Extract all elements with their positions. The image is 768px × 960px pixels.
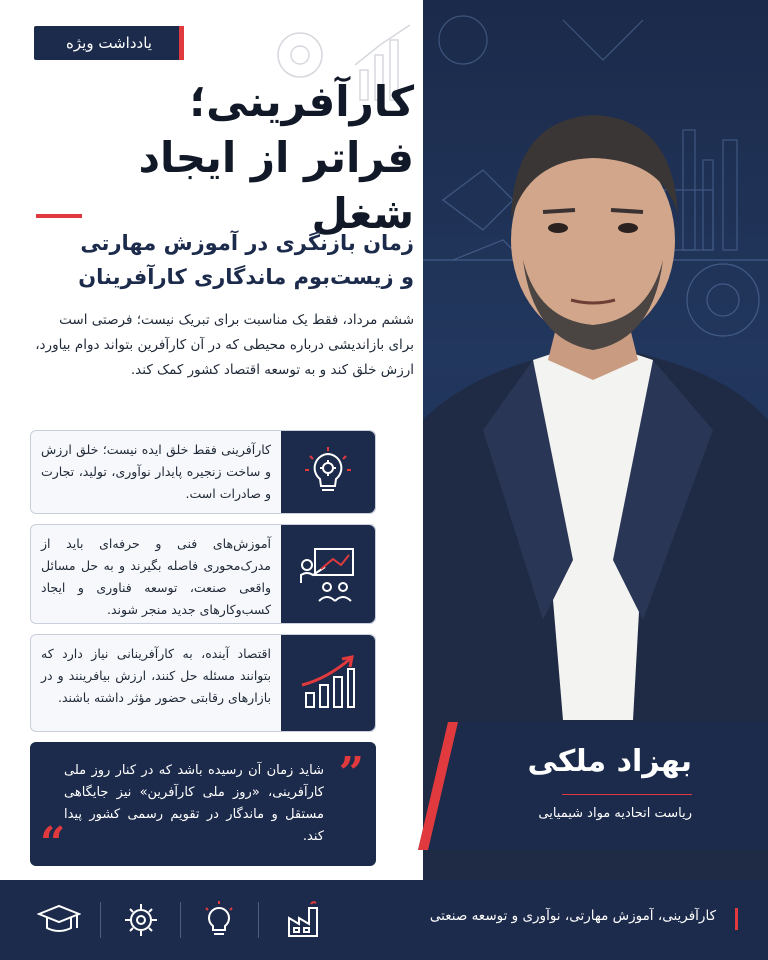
presentation-board-icon (297, 543, 359, 605)
card-icon-box (281, 525, 375, 623)
card-text: اقتصاد آینده، به کارآفرینانی نیاز دارد که بتوانند مسئله حل کنند، ارزش بیافرینند و در بازارهای رقابتی حضور مؤثر داشته باشند. (41, 646, 271, 705)
footer-accent-bar (735, 908, 738, 930)
gear-icon (118, 898, 164, 942)
quote-open-icon: ” (338, 748, 364, 799)
person-role: ریاست اتحادیه مواد شیمیایی (538, 806, 692, 821)
growth-chart-icon (298, 653, 358, 713)
subtitle-line-1: زمان بازنگری در آموزش مهارتی (80, 231, 414, 255)
title-line-1: کارآفرینی؛ (189, 77, 414, 126)
page-title (24, 74, 414, 242)
info-card-economy (30, 634, 376, 732)
footer-bar (0, 880, 768, 960)
name-plate-background (418, 722, 768, 850)
card-icon-box (281, 635, 375, 731)
name-divider (562, 794, 692, 795)
subtitle (24, 226, 414, 294)
info-card-training (30, 524, 376, 624)
quote-text: شاید زمان آن رسیده باشد که در کنار روز ملی کارآفرینی، «روز ملی کارآفرین» نیز جایگاهی مستقل و ماندگار در تقویم رسمی کشور پیدا کند. (64, 763, 324, 844)
info-card-ideas (30, 430, 376, 514)
footer-text: کارآفرینی، آموزش مهارتی، نوآوری و توسعه صنعتی (429, 908, 716, 924)
tag-label: یادداشت ویژه (66, 34, 152, 52)
title-line-2: فراتر از ایجاد شغل (138, 133, 414, 238)
person-name: بهزاد ملکی (527, 744, 692, 779)
footer-separator (100, 902, 101, 938)
card-text: کارآفرینی فقط خلق ایده نیست؛ خلق ارزش و ساخت زنجیره پایدار نوآوری، تولید، تجارت و صادرات است. (41, 442, 271, 501)
tag-accent-bar (179, 26, 184, 60)
name-plate (418, 722, 768, 850)
lightbulb-gear-icon (302, 446, 354, 498)
quote-box (30, 742, 376, 869)
intro-paragraph: ششم مرداد، فقط یک مناسبت برای تبریک نیست؛ فرصتی است برای بازاندیشی درباره محیطی که در آن کارآفرین بتواند دوام بیاورد، ارزش خلق کند و به توسعه اقتصاد کشور کمک کند. (35, 312, 414, 378)
card-icon-box (281, 431, 375, 513)
card-text: آموزش‌های فنی و حرفه‌ای باید از مدرک‌محوری فاصله بگیرند و به حل مسائل واقعی صنعت، توسعه فناوری و ایجاد کسب‌وکارهای جدید منجر شوند. (41, 536, 271, 617)
special-note-tag (34, 26, 184, 60)
title-divider (36, 214, 82, 218)
factory-icon (282, 898, 328, 942)
footer-separator (180, 902, 181, 938)
graduation-cap-icon (36, 898, 82, 942)
subtitle-line-2: و زیست‌بوم ماندگاری کارآفرینان (78, 265, 414, 289)
footer-separator (258, 902, 259, 938)
lightbulb-icon (196, 898, 242, 942)
quote-close-icon: “ (40, 818, 66, 869)
